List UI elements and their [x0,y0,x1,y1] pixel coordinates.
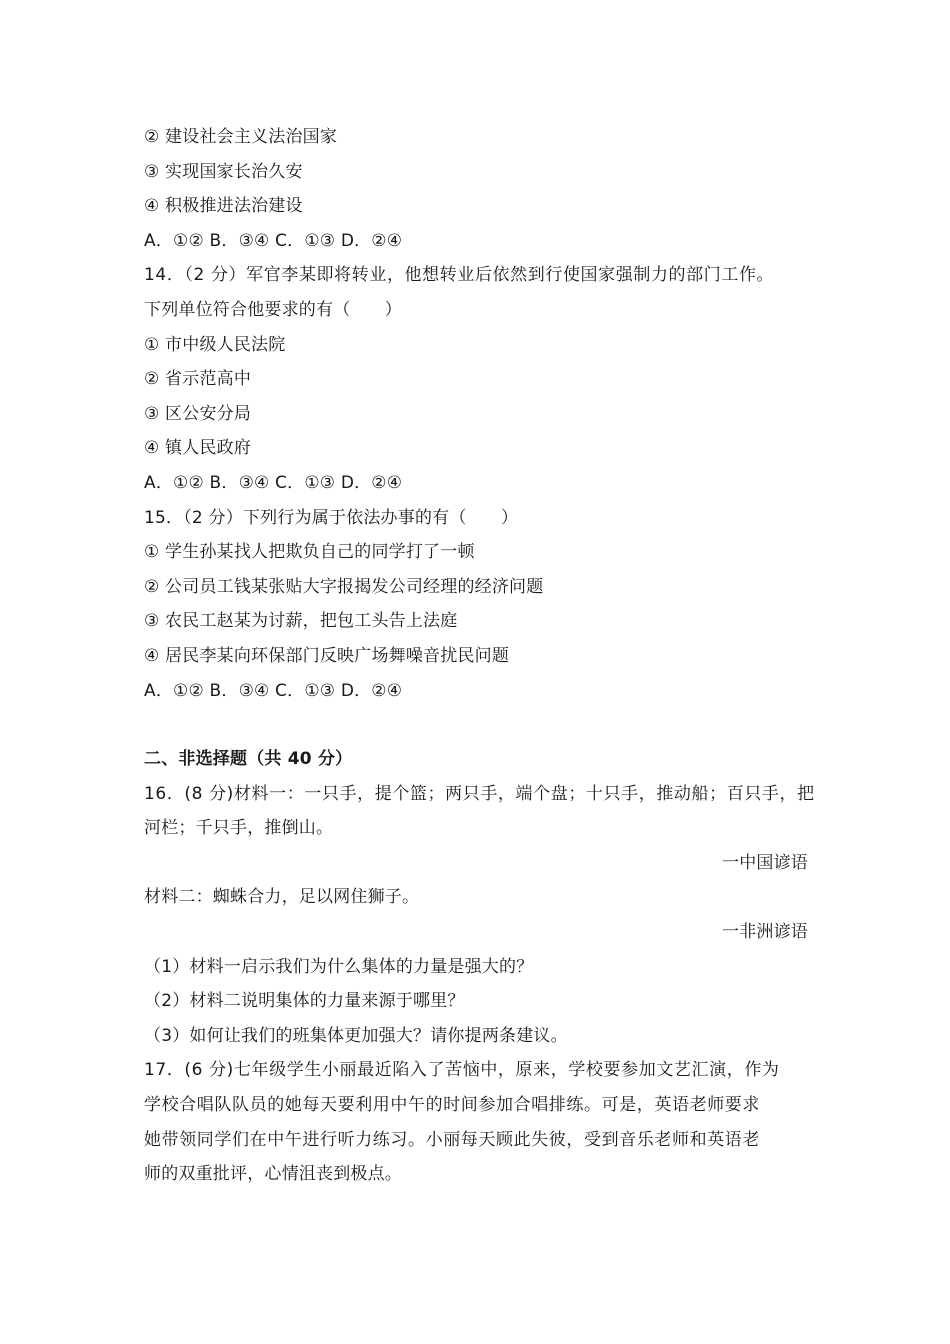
q17-line-2: 学校合唱队队员的她每天要利用中午的时间参加合唱排练。可是，英语老师要求 [144,1095,760,1116]
q14-stem-line-1: 14．（2 分）军官李某即将转业，他想转业后依然到行使国家强制力的部门工作。 [144,265,775,286]
q15-option-3: ③ 农民工赵某为讨薪，把包工头告上法庭 [144,611,458,632]
section-heading: 二、非选择题（共 40 分） [144,749,353,770]
q17-line-4: 师的双重批评，心情沮丧到极点。 [144,1164,402,1185]
q16-source-1: 一中国谚语 [722,852,808,873]
q13-option-3: ③ 实现国家长治久安 [144,161,303,182]
q17-line-3: 她带领同学们在中午进行听力练习。小丽每天顾此失彼，受到音乐老师和英语老 [144,1129,760,1150]
q16-line-1: 16．(8 分)材料一：一只手，提个篮；两只手，端个盘；十只手，推动船；百只手，把 [144,783,815,804]
q14-stem-line-2: 下列单位符合他要求的有（ ） [144,299,402,320]
q14-choices: A．①② B．③④ C．①③ D．②④ [144,472,403,493]
q13-choices: A．①② B．③④ C．①③ D．②④ [144,230,403,251]
q16-material-2: 材料二：蜘蛛合力，足以网住狮子。 [144,887,420,908]
q14-option-3: ③ 区公安分局 [144,403,252,424]
q15-option-4: ④ 居民李某向环保部门反映广场舞噪音扰民问题 [144,645,510,666]
q15-choices: A．①② B．③④ C．①③ D．②④ [144,680,403,701]
q14-option-2: ② 省示范高中 [144,369,252,390]
q15-stem: 15．（2 分）下列行为属于依法办事的有（ ） [144,507,519,528]
q16-source-2: 一非洲谚语 [722,922,808,943]
q14-option-4: ④ 镇人民政府 [144,438,252,459]
q16-line-2: 河栏；千只手，推倒山。 [144,818,334,839]
exam-page [144,120,815,1192]
q17-line-1: 17．(6 分)七年级学生小丽最近陷入了苦恼中，原来，学校要参加文艺汇演，作为 [144,1060,780,1081]
q15-option-1: ① 学生孙某找人把欺负自己的同学打了一顿 [144,542,475,563]
q16-subquestion-1: （1）材料一启示我们为什么集体的力量是强大的？ [144,956,534,977]
section-gap [144,708,808,742]
q14-option-1: ① 市中级人民法院 [144,334,286,355]
q16-subquestion-2: （2）材料二说明集体的力量来源于哪里？ [144,991,465,1012]
q13-option-4: ④ 积极推进法治建设 [144,196,303,217]
q13-option-2: ② 建设社会主义法治国家 [144,127,338,147]
q16-subquestion-3: （3）如何让我们的班集体更加强大？请你提两条建议。 [144,1025,568,1046]
q15-option-2: ② 公司员工钱某张贴大字报揭发公司经理的经济问题 [144,576,544,597]
